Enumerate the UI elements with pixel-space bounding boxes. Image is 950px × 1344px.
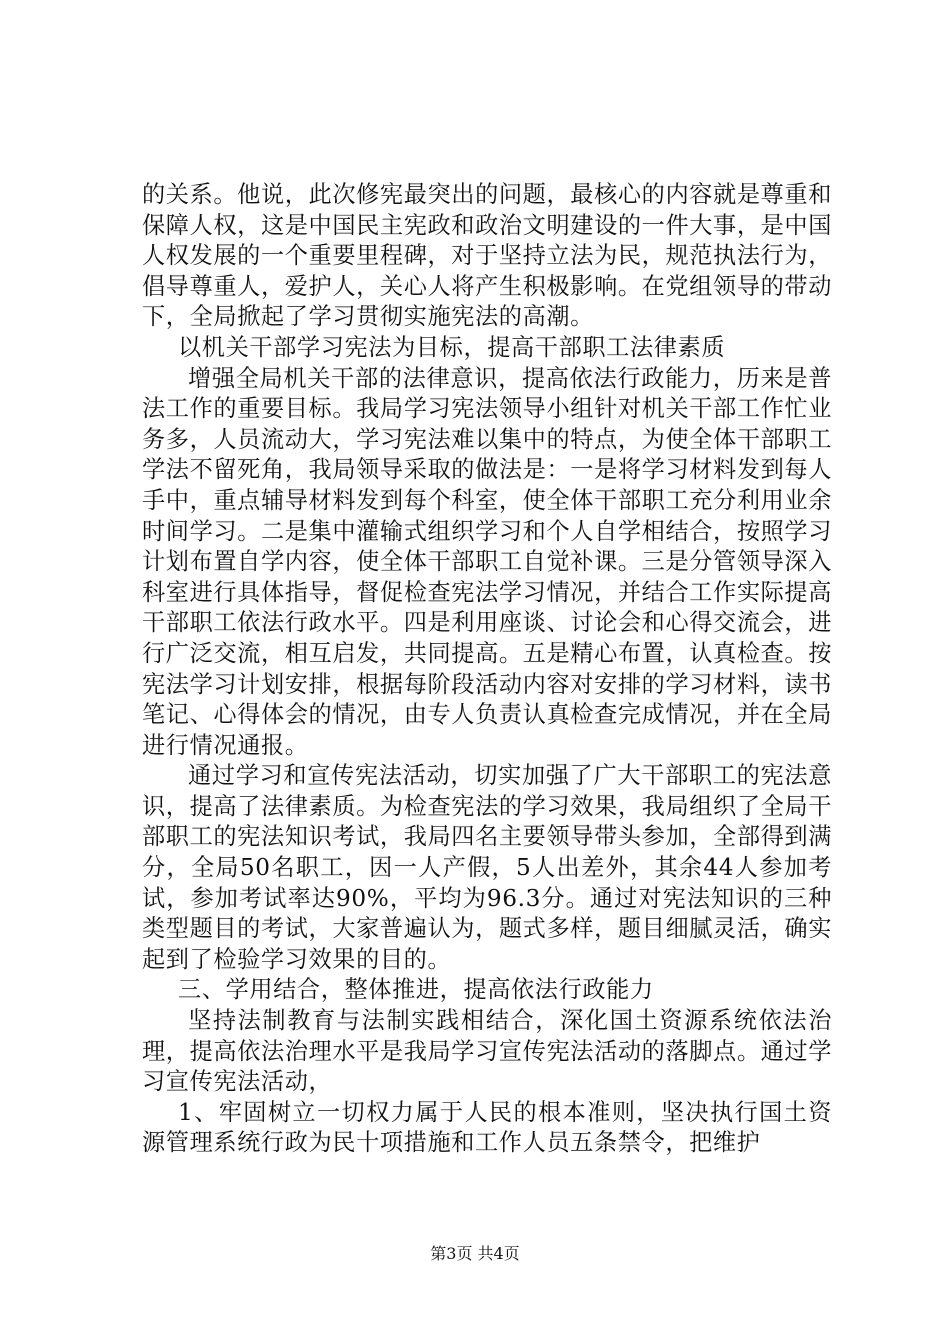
- section-heading-three: 三、学用结合，整体推进，提高依法行政能力: [178, 976, 654, 1004]
- paragraph-3: 增强全局机关干部的法律意识，提高依法行政能力，历来是普法工作的重要目标。我局学习宪法领导小组针对机关干部工作忙业务多，人员流动大，学习宪法难以集中的特点，为使全体干部职工学法不留死角，我局领导采取的做法是：一是将学习材料发到每人手中，重点辅导材料发到每个科室，使全体干部职工充分利用业余时间学习。二是集中灌输式组织学习和个人自学相结合，按照学习计划布置自学内容，使全体干部职工自觉补课。三是分管领导深入科室进行具体指导，督促检查宪法学习情况，并结合工作实际提高干部职工依法行政水平。四是利用座谈、讨论会和心得交流会，进行广泛交流，相互启发，共同提高。五是精心布置，认真检查。按宪法学习计划安排，根据每阶段活动内容对安排的学习材料，读书笔记、心得体会的情况，由专人负责认真检查完成情况，并在全局进行情况通报。: [142, 364, 832, 759]
- page-footer: [0, 1244, 950, 1264]
- document-body: [142, 180, 832, 1159]
- paragraph-6: 坚持法制教育与法制实践相结合，深化国土资源系统依法治理，提高依法治理水平是我局学习宣传宪法活动的落脚点。通过学习宣传宪法活动，: [142, 1007, 832, 1096]
- paragraph-4: 通过学习和宣传宪法活动，切实加强了广大干部职工的宪法意识，提高了法律素质。为检查宪法的学习效果，我局组织了全局干部职工的宪法知识考试，我局四名主要领导带头参加，全部得到满分，全局50名职工，因一人产假，5人出差外，其余44人参加考试，参加考试率达90%，平均为96.3分。通过对宪法知识的三种类型题目的考试，大家普遍认为，题式多样，题目细腻灵活，确实起到了检验学习效果的目的。: [142, 762, 832, 973]
- page-number: 第3页 共4页: [430, 1244, 520, 1263]
- list-item-1: 1、牢固树立一切权力属于人民的根本准则，坚决执行国土资源管理系统行政为民十项措施和工作人员五条禁令，把维护: [142, 1098, 832, 1157]
- section-heading-study-goal: 以机关干部学习宪法为目标，提高干部职工法律素质: [178, 333, 726, 361]
- paragraph-1: 的关系。他说，此次修宪最突出的问题，最核心的内容就是尊重和保障人权，这是中国民主宪政和政治文明建设的一件大事，是中国人权发展的一个重要里程碑，对于坚持立法为民，规范执法行为，倡导尊重人，爱护人，关心人将产生积极影响。在党组领导的带动下，全局掀起了学习贯彻实施宪法的高潮。: [142, 181, 832, 331]
